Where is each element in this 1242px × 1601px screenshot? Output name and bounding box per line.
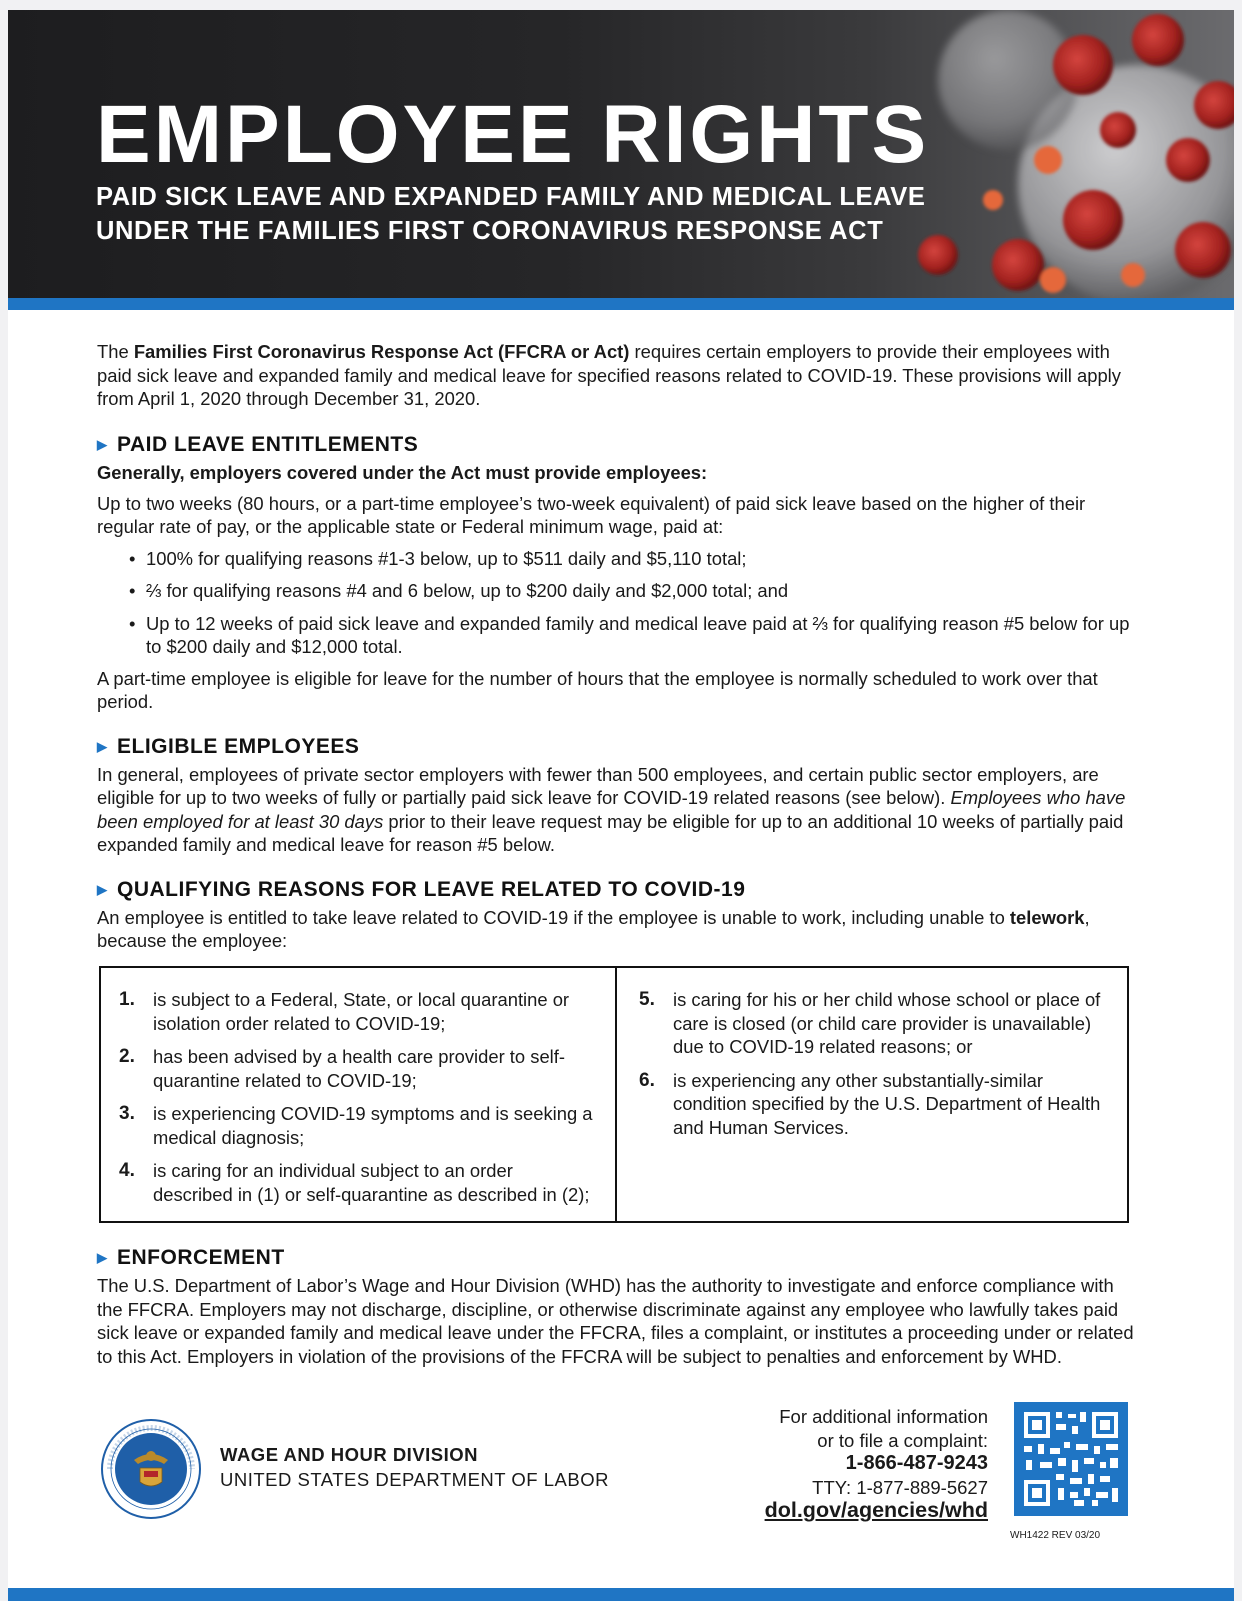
qualifying-reasons-table <box>99 966 1129 1223</box>
main-content <box>97 340 1137 953</box>
reason-number: 5. <box>639 989 655 1010</box>
contact-line-2: or to file a complaint: <box>817 1429 988 1451</box>
reason-number: 1. <box>119 989 135 1010</box>
qualifying-text-2: , because the employee: <box>97 906 1090 951</box>
paid-leave-subheading: Generally, employers covered under the Act must provide employees: <box>97 461 708 483</box>
reason-text: is experiencing any other substantially-similar condition specified by the U.S. Department of Health and Human Services. <box>673 1069 1101 1138</box>
eligible-text-1: In general, employees of private sector employers with fewer than 500 employees, and certain public sector employers, are eligible for up to two weeks of fully or partially paid sick leave for COVID-19 related reasons (see below). <box>97 763 1099 808</box>
reason-text: is experiencing COVID-19 symptoms and is seeking a medical diagnosis; <box>153 1103 593 1148</box>
reason-item <box>119 1159 597 1206</box>
page-subtitle-line-2: UNDER THE FAMILIES FIRST CORONAVIRUS RESPONSE ACT <box>96 217 884 245</box>
enforcement-heading <box>97 1245 1142 1271</box>
department-name: UNITED STATES DEPARTMENT OF LABOR <box>220 1469 609 1490</box>
reason-number: 3. <box>119 1103 135 1124</box>
contact-line-1: For additional information <box>779 1406 988 1427</box>
reasons-left-column <box>101 968 617 1221</box>
contact-block <box>765 1405 988 1523</box>
paid-leave-heading-text: PAID LEAVE ENTITLEMENTS <box>117 432 419 456</box>
eligible-heading <box>97 734 1137 760</box>
header-banner <box>8 10 1234 298</box>
eligible-text-2: prior to their leave request may be eligible for up to an additional 10 weeks of partially paid expanded family and medical leave for reason #5 below. <box>97 810 1124 855</box>
intro-prefix: The <box>97 341 134 362</box>
tty-number: TTY: 1-877-889-5627 <box>812 1476 988 1498</box>
enforcement-section <box>97 1245 1142 1368</box>
reason-item <box>119 988 597 1035</box>
qualifying-text-1: An employee is entitled to take leave related to COVID-19 if the employee is unable to work, including unable to <box>97 906 1010 928</box>
agency-name: WAGE AND HOUR DIVISION <box>220 1444 479 1465</box>
triangle-right-icon: ▶ <box>97 881 108 897</box>
reason-text: is caring for an individual subject to an order described in (1) or self-quarantine as described in (2); <box>153 1160 590 1205</box>
list-item: • 100% for qualifying reasons #1-3 below, up to $511 daily and $5,110 total; <box>129 547 1137 571</box>
phone-number[interactable]: 1-866-487-9243 <box>845 1452 988 1475</box>
part-time-note: A part-time employee is eligible for leave for the number of hours that the employee is normally scheduled to work over that period. <box>97 667 1098 712</box>
paid-leave-heading <box>97 432 1137 458</box>
act-name: Families First Coronavirus Response Act (FFCRA or Act) <box>133 341 630 362</box>
form-id: WH1422 REV 03/20 <box>1010 1530 1101 1541</box>
list-item: • Up to 12 weeks of paid sick leave and expanded family and medical leave paid at ⅔ for qualifying reason #5 below for up to $200 daily and $12,000 total. <box>129 612 1137 659</box>
eligible-text-italic: Employees who have been employed for at least 30 days <box>97 787 1126 832</box>
triangle-right-icon: ▶ <box>97 436 108 452</box>
page-subtitle-line-1: PAID SICK LEAVE AND EXPANDED FAMILY AND MEDICAL LEAVE <box>96 183 926 211</box>
enforcement-text: The U.S. Department of Labor’s Wage and Hour Division (WHD) has the authority to investigate and enforce compliance with the FFCRA. Employers may not discharge, discipline, or otherwise discriminate against any employee who lawfully takes paid sick leave or expanded family and medical leave under the FFCRA, files a complaint, or institutes a proceeding under or related to this Act. Employers in violation of the provisions of the FFCRA will be subject to penalties and enforcement by WHD. <box>97 1275 1134 1367</box>
qualifying-text-bold: telework <box>1009 906 1085 928</box>
poster <box>8 10 1234 1601</box>
reason-item <box>119 1102 597 1149</box>
qualifying-heading-text: QUALIFYING REASONS FOR LEAVE RELATED TO COVID-19 <box>117 877 746 901</box>
reason-item <box>639 988 1109 1059</box>
footer-stripe <box>8 1588 1234 1601</box>
qualifying-paragraph <box>97 906 1137 953</box>
page-title: EMPLOYEE RIGHTS <box>96 89 930 180</box>
paid-leave-bullets <box>129 547 1137 659</box>
triangle-right-icon: ▶ <box>97 1250 108 1265</box>
qualifying-heading <box>97 877 1137 903</box>
intro-paragraph <box>97 340 1137 411</box>
eligible-heading-text: ELIGIBLE EMPLOYEES <box>117 734 360 758</box>
paid-leave-text: Up to two weeks (80 hours, or a part-time employee’s two-week equivalent) of paid sick leave based on the higher of their regular rate of pay, or the applicable state or Federal minimum wage, paid at: <box>97 492 1086 537</box>
eligible-paragraph <box>97 763 1137 857</box>
reason-item <box>119 1045 597 1092</box>
intro-text: requires certain employers to provide their employees with paid sick leave and expanded family and medical leave for specified reasons related to COVID-19. These provisions will apply from April 1, 2020 through December 31, 2020. <box>97 341 1121 409</box>
reason-text: is subject to a Federal, State, or local quarantine or isolation order related to COVID-19; <box>153 989 570 1034</box>
reason-item <box>639 1069 1109 1140</box>
qr-code-icon <box>1014 1402 1128 1516</box>
reason-number: 2. <box>119 1046 135 1067</box>
reason-number: 6. <box>639 1069 655 1091</box>
enforcement-heading-text: ENFORCEMENT <box>117 1246 285 1269</box>
triangle-right-icon: ▶ <box>97 738 108 754</box>
reason-number: 4. <box>119 1160 135 1181</box>
reason-text: has been advised by a health care provider to self-quarantine related to COVID-19; <box>153 1046 565 1091</box>
website-link[interactable]: dol.gov/agencies/whd <box>764 1498 988 1523</box>
reasons-right-column <box>617 968 1127 1221</box>
dol-seal-icon <box>100 1418 202 1520</box>
header-divider-stripe <box>8 298 1234 310</box>
list-item: • ⅔ for qualifying reasons #4 and 6 below, up to $200 daily and $2,000 total; and <box>129 579 1137 603</box>
reason-text: is caring for his or her child whose school or place of care is closed (or child care provider is unavailable) due to COVID-19 related reasons; or <box>673 989 1101 1057</box>
